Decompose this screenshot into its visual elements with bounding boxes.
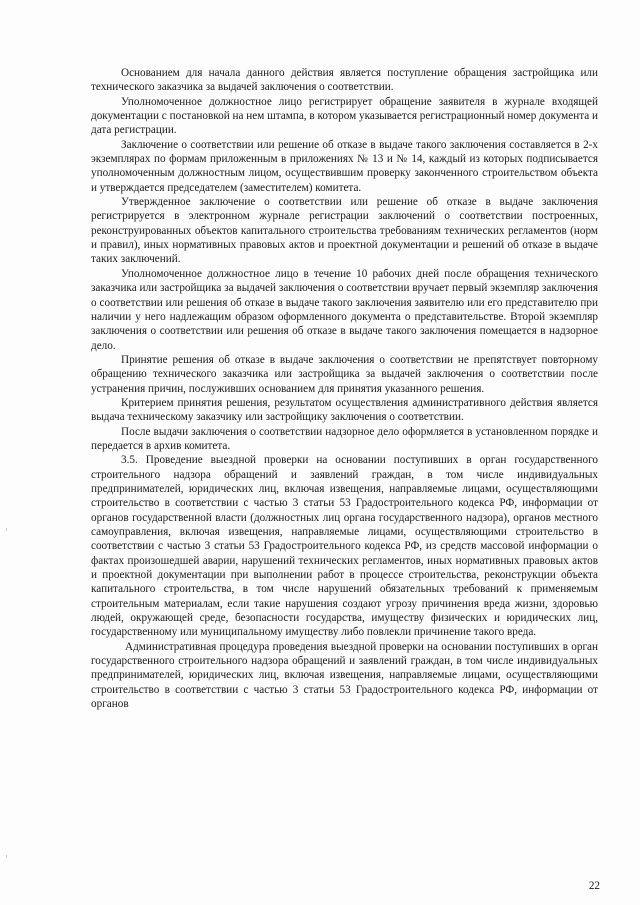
paragraph-refusal-reapplication: Принятие решения об отказе в выдаче заключения о соответствии не препятствует повторному обращению технического заказчика или застройщика за выдачей заключения о соответствии после устранения причин, послуживших основанием для принятия указанного решения. <box>91 353 598 395</box>
document-body <box>91 66 598 711</box>
scan-artifact <box>6 855 7 858</box>
paragraph-conclusion-forms: Заключение о соответствии или решение об отказе в выдаче такого заключения составляется в 2-х экземплярах по формам приложенным в приложениях № 13 и № 14, каждый из которых подписывается уполномоченным должностным лицом, осуществившим проверку законченного строительством объекта и утверждается председателем (заместителем) комитета. <box>91 138 598 194</box>
paragraph-application-basis: Основанием для начала данного действия является поступление обращения застройщика или технического заказчика за выдачей заключения о соответствии. <box>91 67 598 94</box>
paragraph-decision-criterion: Критерием принятия решения, результатом осуществления административного действия является выдача техническому заказчику или застройщику заключения о соответствии. <box>91 396 598 424</box>
scan-artifact <box>6 528 7 531</box>
page-number: 22 <box>588 880 600 892</box>
paragraph-delivery-deadline: Уполномоченное должностное лицо в течение 10 рабочих дней после обращения технического заказчика или застройщика за выдачей заключения о соответствии вручает первый экземпляр заключения о соответствии или решения об отказе в выдаче такого заключения заявителю или его представителю при наличии у него надлежащим образом оформленного документа о представительстве. Второй экземпляр заключения о соответствии или решения об отказе в выдаче такого заключения помещается в надзорное дело. <box>91 267 598 352</box>
paragraph-field-inspection-procedure: Административная процедура проведения выездной проверки на основании поступивших в орган государственного строительного надзора обращений и заявлений граждан, в том числе индивидуальных предпринимателей, юридических лиц, включая извещения, направляемые лицами, осуществляющими строительство в соответствии с частью 3 статьи 53 Градостроительного кодекса РФ, информации от органов <box>91 640 598 711</box>
paragraph-conclusion-journal: Утвержденное заключение о соответствии или решение об отказе в выдаче заключения регистрируется в электронном журнале регистрации заключений о соответствии построенных, реконструированных объектов капитального строительства требованиям технических регламентов (норм и правил), иных нормативных правовых актов и проектной документации и решений об отказе в выдаче таких заключений. <box>91 196 598 266</box>
paragraph-section-3-5: 3.5. Проведение выездной проверки на основании поступивших в орган государственного строительного надзора обращений и заявлений граждан, в том числе индивидуальных предпринимателей, юридических лиц, включая извещения, направляемые лицами, осуществляющими строительство в соответствии с частью 3 статьи 53 Градостроительного кодекса РФ, информации от органов государственной власти (должностных лиц органа государственного надзора), органов местного самоуправления, включая извещения, направляемые лицами, осуществляющими строительство в соответствии с частью 3 статьи 53 Градостроительного кодекса РФ, из средств массовой информации о фактах произошедшей аварии, нарушений технических регламентов, иных нормативных правовых актов и проектной документации при выполнении работ в процессе строительства, реконструкции объекта капитального строительства, в том числе нарушений обязательных требований к применяемым строительным материалам, если такие нарушения создают угрозу причинения вреда жизни, здоровью людей, окружающей среде, безопасности государства, имуществу физических и юридических лиц, государственному или муниципальному имуществу либо повлекли причинение такого вреда. <box>91 454 598 639</box>
paragraph-archive: После выдачи заключения о соответствии надзорное дело оформляется в установленном порядке и передается в архив комитета. <box>91 425 598 452</box>
paragraph-registration: Уполномоченное должностное лицо регистрирует обращение заявителя в журнале входящей документации с постановкой на нем штампа, в котором указывается регистрационный номер документа и дата регистрации. <box>91 95 598 137</box>
